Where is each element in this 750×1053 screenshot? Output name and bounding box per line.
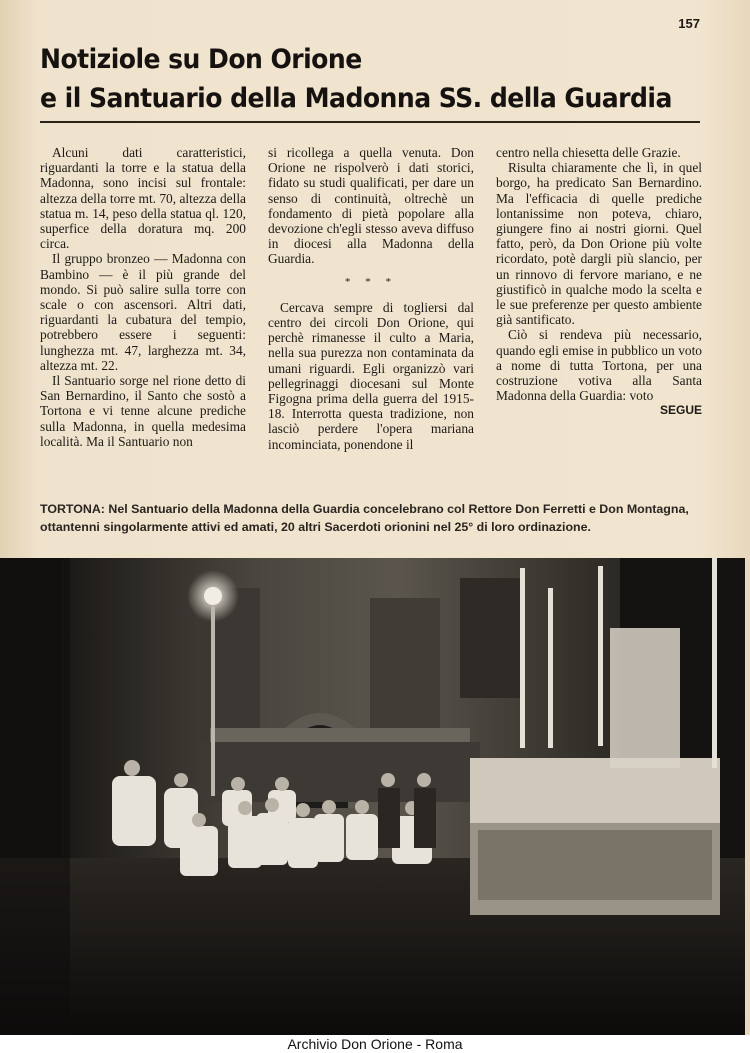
paragraph: Il gruppo bronzeo — Madonna con Bambino — è il più grande del mondo. Si può salire sulla torre con scale o con ascensori. Altri dati, riguardanti la cubatura del tempio, potrebbero essere i seguenti: lunghezza mt. 47, larghezza mt. 34, altezza mt. 22. [40,251,246,373]
title-line-2: e il Santuario della Madonna SS. della Guardia [40,83,672,114]
paragraph: Cercava sempre di togliersi dal centro dei circoli Don Orione, qui perchè rimanesse il culto a Maria, nella sua purezza non contaminata da umani riguardi. Egli organizzò vari pellegrinaggi diocesani sul Monte Figogna prima della guerra del 1915-18. Interrotta questa tradizione, non lasciò perdere l'opera mariana incominciata, ponendone il [268,299,474,452]
paragraph: Ciò si rendeva più necessario, quando egli emise in pubblico un voto a nome di tutta Tortona, per una costruzione votiva alla Santa Madonna della Guardia: voto [496,327,702,404]
paragraph: Risulta chiaramente che lì, in quel borgo, ha predicato San Bernardino. Ma l'efficacia di quelle prediche lontanissime non poteva, chiaro, giungere fino ai nostri giorni. Quel fatto, però, da Don Orione più volte ricordato, potè dargli più slancio, per un rinnovo di fervore mariano, e ne giustificò in qualche modo la scelta e le sue preferenze per questo ambiente già santificato. [496,160,702,328]
paragraph: centro nella chiesetta delle Grazie. [496,145,681,160]
column-3 [496,145,702,485]
paragraph: Il Santuario sorge nel rione detto di San Bernardino, il Santo che sostò a Tortona e vi tenne alcune prediche sulla Madonna, in quella medesima località. Ma il Santuario non [40,373,246,449]
caption-location: TORTONA: [40,502,105,516]
section-separator: * * * [345,275,397,288]
archive-watermark: Archivio Don Orione - Roma [0,1035,750,1053]
column-1 [40,145,246,485]
paragraph: si ricollega a quella venuta. Don Orione ne rispolverò i dati storici, fidato su studi qualificati, per dare un senso di continuità, oltrechè un fondamento di pietà popolare alla devozione ch'egli stesso aveva diffuso in diocesi alla Madonna della Guardia. [268,145,474,267]
caption-text: Nel Santuario della Madonna della Guardia concelebrano col Rettore Don Ferretti e Don Montagna, ottantenni singolarmente attivi ed amati, 20 altri Sacerdoti orionini nel 25° di loro ordinazione. [40,502,689,534]
sanctuary-interior-illustration [0,558,745,1035]
paragraph: Alcuni dati caratteristici, riguardanti la torre e la statua della Madonna, sono incisi sul frontale: altezza della torre mt. 70, altezza della statua m. 14, peso della statua ql. 120, superfice della doratura mq. 200 circa. [40,145,246,252]
article-body [40,145,702,485]
page-number: 157 [678,16,700,31]
continued-label: SEGUE [659,403,702,418]
title-line-1: Notiziole su Don Orione [40,44,362,75]
column-2 [268,145,474,485]
photo-caption [40,500,702,536]
sanctuary-photo [0,558,745,1035]
article-title [40,40,672,118]
title-rule [40,121,700,123]
